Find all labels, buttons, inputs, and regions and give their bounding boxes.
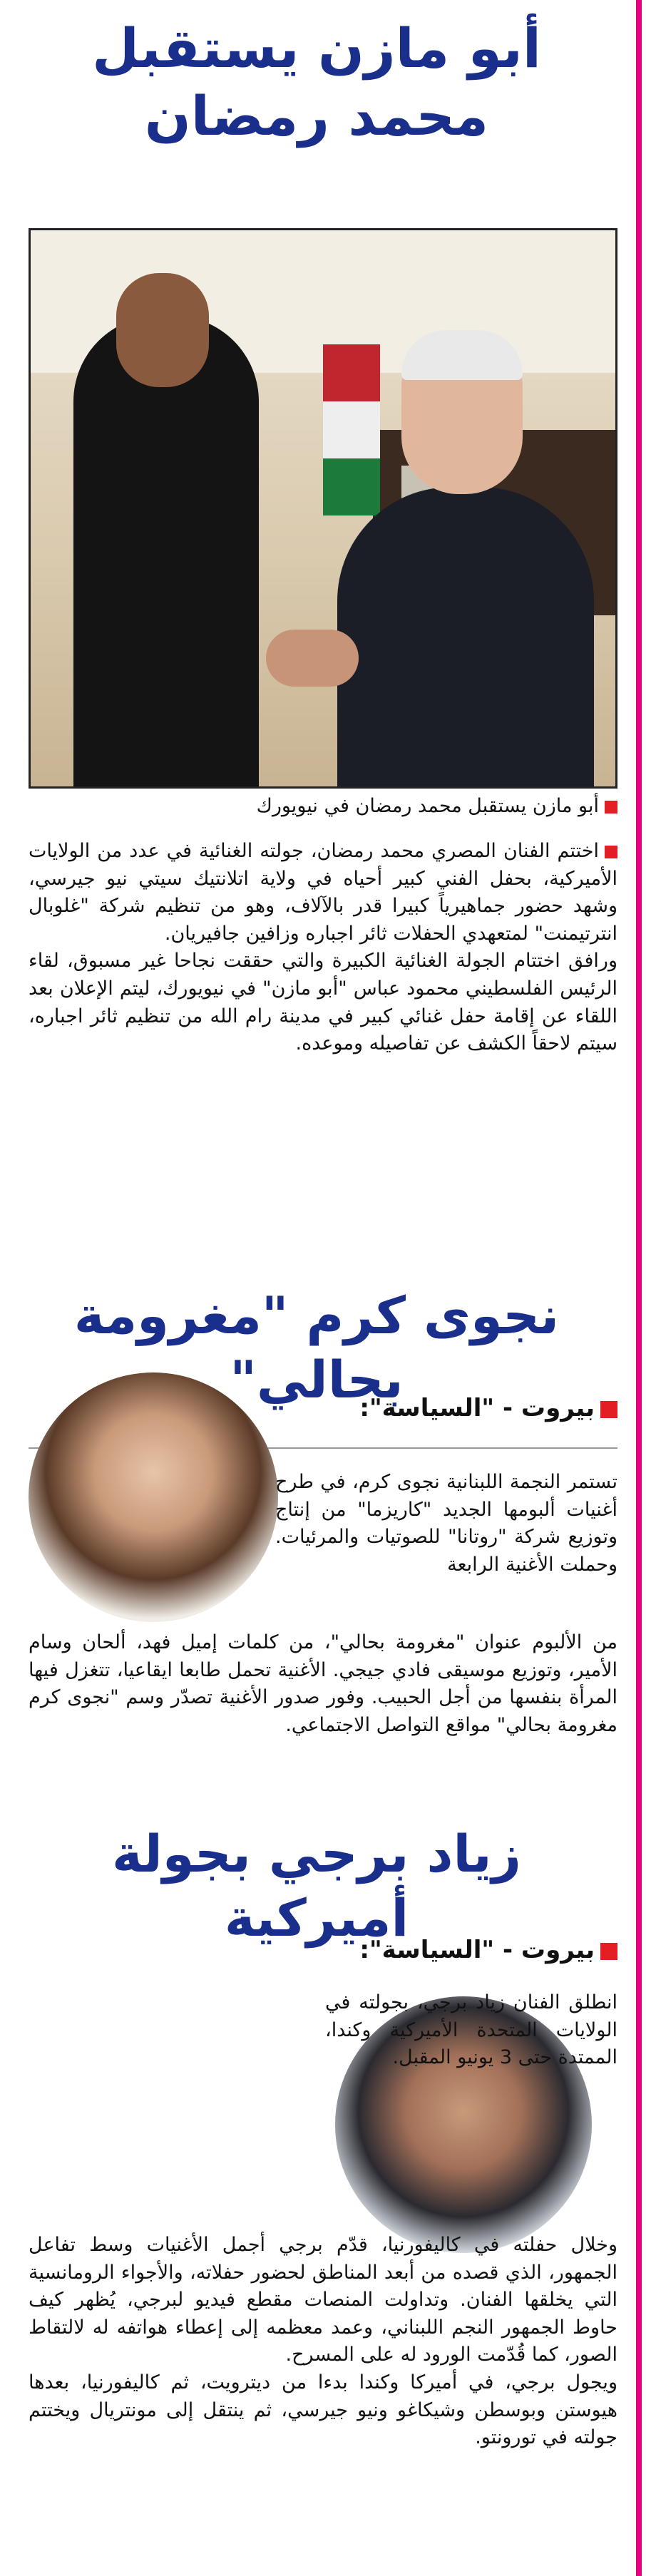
article3-byline [359, 1936, 617, 1964]
article2-headline: نجوى كرم "مغرومة بحالي" [73, 1286, 560, 1410]
najwa-karam-portrait [29, 1372, 278, 1622]
article2-byline [359, 1394, 617, 1422]
article1-headline [14, 14, 619, 150]
article3-para1: انطلق الفنان زياد برجي، بجولته في الولايات المتحدة الأميركية وكندا، الممتدة حتى 3 يونيو المقبل. [325, 1991, 617, 2069]
article3-byline-text: بيروت - "السياسة": [359, 1936, 595, 1964]
caption-bullet-icon [605, 801, 617, 814]
article3-para3: ويجول برجي، في أميركا وكندا بدءا من ديترويت، ثم كاليفورنيا، بعدها هيوستن وبوسطن وشيكاغو ونيو جيرسي، ثم ينتقل إلى مونتريال ويختتم جولته في تورونتو. [29, 2371, 617, 2449]
byline-bullet-icon [600, 1401, 617, 1418]
page-border [636, 0, 642, 2576]
article2-para1: تستمر النجمة اللبنانية نجوى كرم، في طرح أغنيات ألبومها الجديد "كاريزما" من إنتاج وتوزيع شركة "روتانا" للصوتيات والمرئيات. وحملت الأغنية الرابعة [275, 1471, 617, 1576]
article2-para2: من الألبوم عنوان "مغرومة بحالي"، من كلمات إميل فهد، ألحان وسام الأمير، وتوزيع موسيقى فادي جيجي. الأغنية تحمل طابعا ايقاعيا، تتغزل فيها المرأة بنفسها من أجل الحبيب. وفور صدور الأغنية تصدّر وسم "نجوى كرم مغرومة بحالي" مواقع التواصل الاجتماعي. [29, 1631, 617, 1736]
article1-photo [29, 228, 617, 789]
article3-headline: زياد برجي بجولة أميركية [112, 1824, 521, 1948]
caption-text: أبو مازن يستقبل محمد رمضان في نيويورك [256, 795, 599, 817]
article3-para2: وخلال حفلته في كاليفورنيا، قدّم برجي أجمل الأغنيات وسط تفاعل الجمهور، الذي قصده من أبعد المناطق لحضور حفلاته، والأجواء الرومانسية التي يخلقها الفنان. وتداولت المنصات مقطع فيديو لبرجي، يُظهر كيف حاوط الجمهور النجم اللبناني، وعمد معظمه إلى إعطاء هواتفه له لالتقاط الصور، كما قُدّمت الورود له على المسرح. [29, 2234, 617, 2366]
paragraph-bullet-icon [605, 846, 617, 858]
article1-body [29, 838, 617, 1058]
article1-photo-caption [29, 793, 617, 820]
article2-byline-text: بيروت - "السياسة": [359, 1394, 595, 1422]
article1-para2: ورافق اختتام الجولة الغنائية الكبيرة والتي حققت نجاحا غير مسبوق، لقاء الرئيس الفلسطيني محمود عباس "أبو مازن" في نيويورك، ليتم الإعلان بعد اللقاء عن إقامة حفل غنائي كبير في مدينة رام الله من تنظيم ثائر اجباره، سيتم لاحقاً الكشف عن تفاصيله وموعده. [29, 950, 617, 1055]
article1-para1: اختتم الفنان المصري محمد رمضان، جولته الغنائية في عدد من الولايات الأميركية، بحفل الفني كبير أحياه في ولاية اتلانتيك سيتي نيو جيرسي، وشهد حضور جماهيرياً كبيرا قدر بالآلاف، وهو من تنظيم شركة "غلوبال انترتيمنت" لمتعهدي الحفلات ثائر اجباره وزافين جافيريان. [29, 840, 617, 945]
article1-title-line1: أبو مازن يستقبل [92, 16, 541, 80]
byline-bullet-icon [600, 1943, 617, 1960]
article1-title-line2: محمد رمضان [144, 84, 489, 148]
article3-body [29, 2232, 617, 2452]
